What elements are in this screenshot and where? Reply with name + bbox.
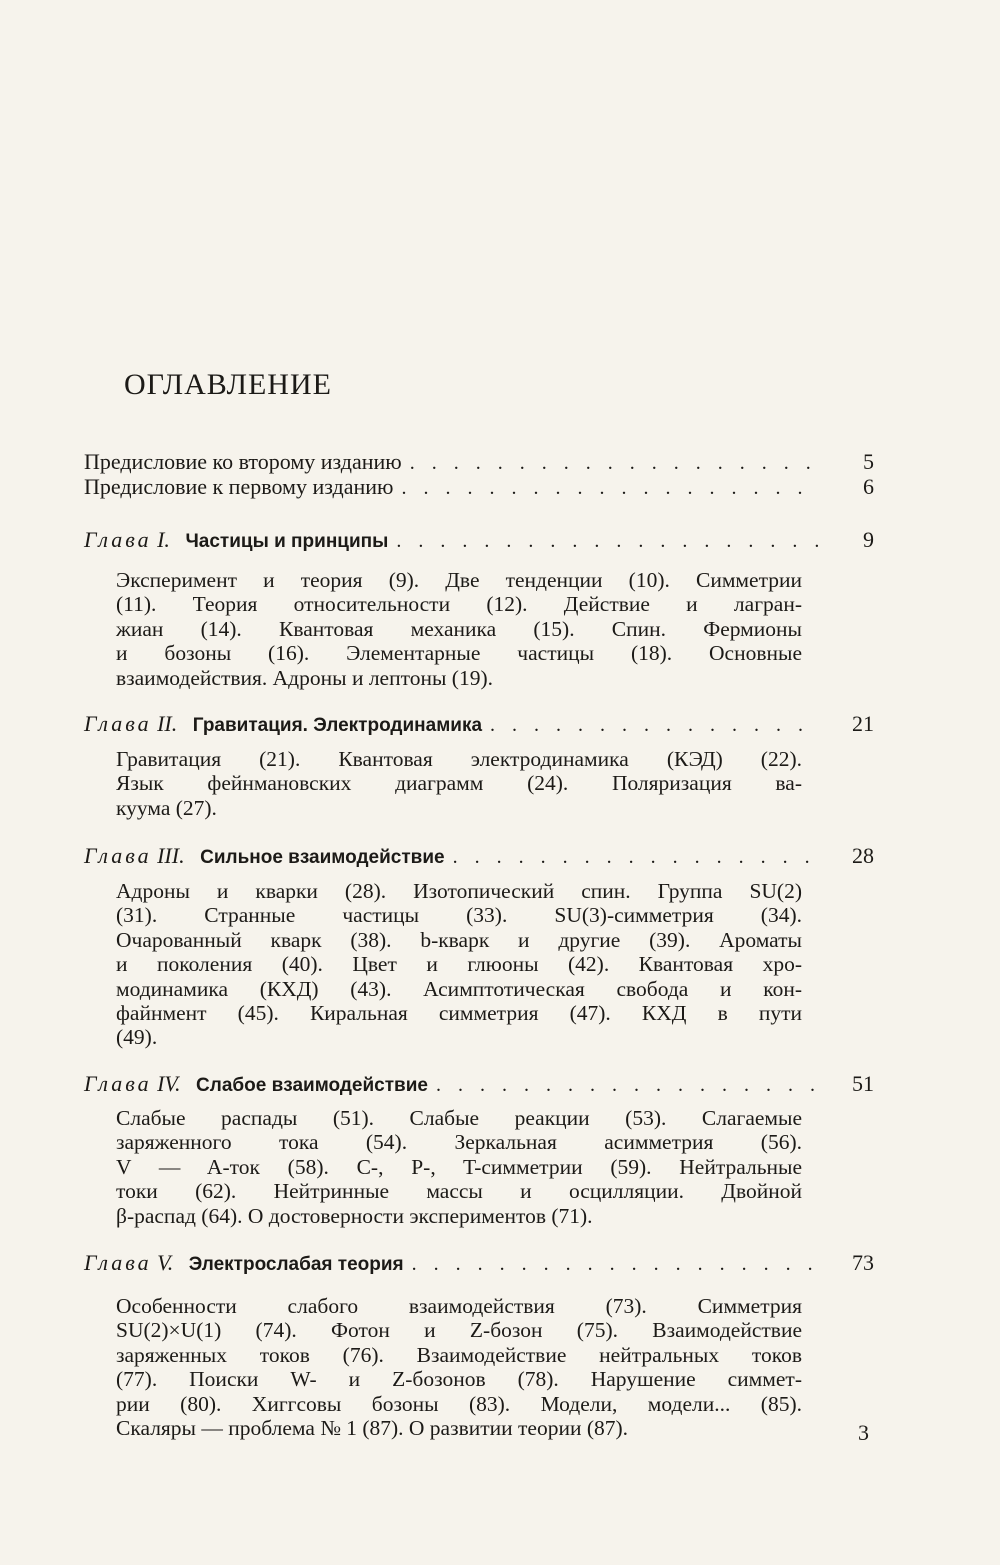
toc-chapter-5 — [84, 1250, 874, 1276]
chapter-number: I. — [157, 527, 170, 552]
summary-line: модинамика (КХД) (43). Асимптотическая свобода и кон- — [116, 976, 802, 1001]
dot-leader — [401, 477, 818, 500]
chapter-heading — [84, 527, 388, 553]
summary-line: куума (27). — [116, 795, 217, 820]
chapter-summary — [116, 747, 802, 820]
chapter-label: Глава — [84, 1250, 152, 1275]
chapter-number: IV. — [157, 1071, 181, 1096]
dot-leader — [453, 846, 818, 869]
chapter-label: Глава — [84, 843, 152, 868]
chapter-heading — [84, 1250, 404, 1276]
summary-line: V — A-ток (58). C-, P-, T-симметрии (59). Нейтральные — [116, 1154, 802, 1179]
summary-line: SU(2)×U(1) (74). Фотон и Z-бозон (75). Взаимодействие — [116, 1318, 802, 1343]
chapter-summary — [116, 1294, 802, 1440]
summary-line: Язык фейнмановских диаграмм (24). Поляризация ва- — [116, 771, 802, 796]
toc-entry-label: Предисловие к первому изданию — [84, 474, 394, 499]
chapter-heading — [84, 1071, 428, 1097]
toc-entry-label: Предисловие ко второму изданию — [84, 449, 402, 474]
toc-page-number: 73 — [852, 1250, 874, 1275]
dot-leader — [436, 1074, 818, 1097]
toc-page-number: 5 — [863, 449, 874, 474]
summary-line: Гравитация (21). Квантовая электродинамика (КЭД) (22). — [116, 747, 802, 771]
toc-page-number: 51 — [852, 1071, 874, 1096]
dot-leader — [396, 530, 818, 553]
summary-line: Эксперимент и теория (9). Две тенденции (10). Симметрии — [116, 568, 802, 592]
summary-line: и бозоны (16). Элементарные частицы (18). Основные — [116, 641, 802, 666]
summary-line: рии (80). Хиггсовы бозоны (83). Модели, модели... (85). — [116, 1391, 802, 1416]
chapter-title: Слабое взаимодействие — [196, 1075, 428, 1096]
chapter-heading — [84, 711, 482, 737]
chapter-label: Глава — [84, 711, 152, 736]
toc-chapter-4 — [84, 1071, 874, 1097]
chapter-number: II. — [157, 711, 178, 736]
chapter-summary — [116, 568, 802, 690]
summary-line: и поколения (40). Цвет и глюоны (42). Квантовая хро- — [116, 952, 802, 977]
chapter-label: Глава — [84, 1071, 152, 1096]
summary-line: файнмент (45). Киральная симметрия (47). КХД в пути — [116, 1001, 802, 1026]
toc-chapter-3 — [84, 843, 874, 869]
summary-line: Скаляры — проблема № 1 (87). О развитии теории (87). — [116, 1416, 629, 1441]
toc-entry-preface-1 — [84, 474, 874, 500]
chapter-heading — [84, 843, 445, 869]
toc-page-number: 28 — [852, 843, 874, 868]
summary-line: Очарованный кварк (38). b-кварк и другие (39). Ароматы — [116, 927, 802, 952]
summary-line: Особенности слабого взаимодействия (73). Симметрия — [116, 1294, 802, 1318]
dot-leader — [412, 1253, 818, 1276]
page-number: 3 — [858, 1420, 869, 1445]
summary-line: (31). Странные частицы (33). SU(3)-симметрия (34). — [116, 903, 802, 928]
chapter-title: Сильное взаимодействие — [200, 847, 445, 868]
chapter-summary — [116, 1106, 802, 1228]
toc-page-number: 21 — [852, 711, 874, 736]
chapter-title: Электрослабая теория — [188, 1254, 404, 1275]
toc-entry-preface-2 — [84, 449, 874, 475]
dot-leader — [410, 452, 818, 475]
toc-page-number: 9 — [863, 527, 874, 552]
toc-chapter-1 — [84, 527, 874, 553]
summary-line: (77). Поиски W- и Z-бозонов (78). Нарушение симмет- — [116, 1367, 802, 1392]
toc-chapter-2 — [84, 711, 874, 737]
summary-line: заряженных токов (76). Взаимодействие нейтральных токов — [116, 1342, 802, 1367]
chapter-summary — [116, 879, 802, 1050]
chapter-number: III. — [157, 843, 185, 868]
chapter-title: Гравитация. Электродинамика — [192, 715, 483, 736]
chapter-label: Глава — [84, 527, 152, 552]
chapter-number: V. — [157, 1250, 174, 1275]
summary-line: жиан (14). Квантовая механика (15). Спин. Фермионы — [116, 616, 802, 641]
summary-line: токи (62). Нейтринные массы и осцилляции. Двойной — [116, 1179, 802, 1204]
chapter-title: Частицы и принципы — [185, 531, 389, 552]
summary-line: Слабые распады (51). Слабые реакции (53). Слагаемые — [116, 1106, 802, 1130]
summary-line: β-распад (64). О достоверности экспериментов (71). — [116, 1203, 593, 1228]
summary-line: Адроны и кварки (28). Изотопический спин. Группа SU(2) — [116, 879, 802, 903]
dot-leader — [490, 714, 818, 737]
toc-page-number: 6 — [863, 474, 874, 499]
page-title: ОГЛАВЛЕНИЕ — [124, 368, 332, 401]
summary-line: взаимодействия. Адроны и лептоны (19). — [116, 665, 493, 690]
summary-line: (49). — [116, 1025, 158, 1050]
summary-line: заряженного тока (54). Зеркальная асимметрия (56). — [116, 1130, 802, 1155]
summary-line: (11). Теория относительности (12). Действие и лагран- — [116, 592, 802, 617]
